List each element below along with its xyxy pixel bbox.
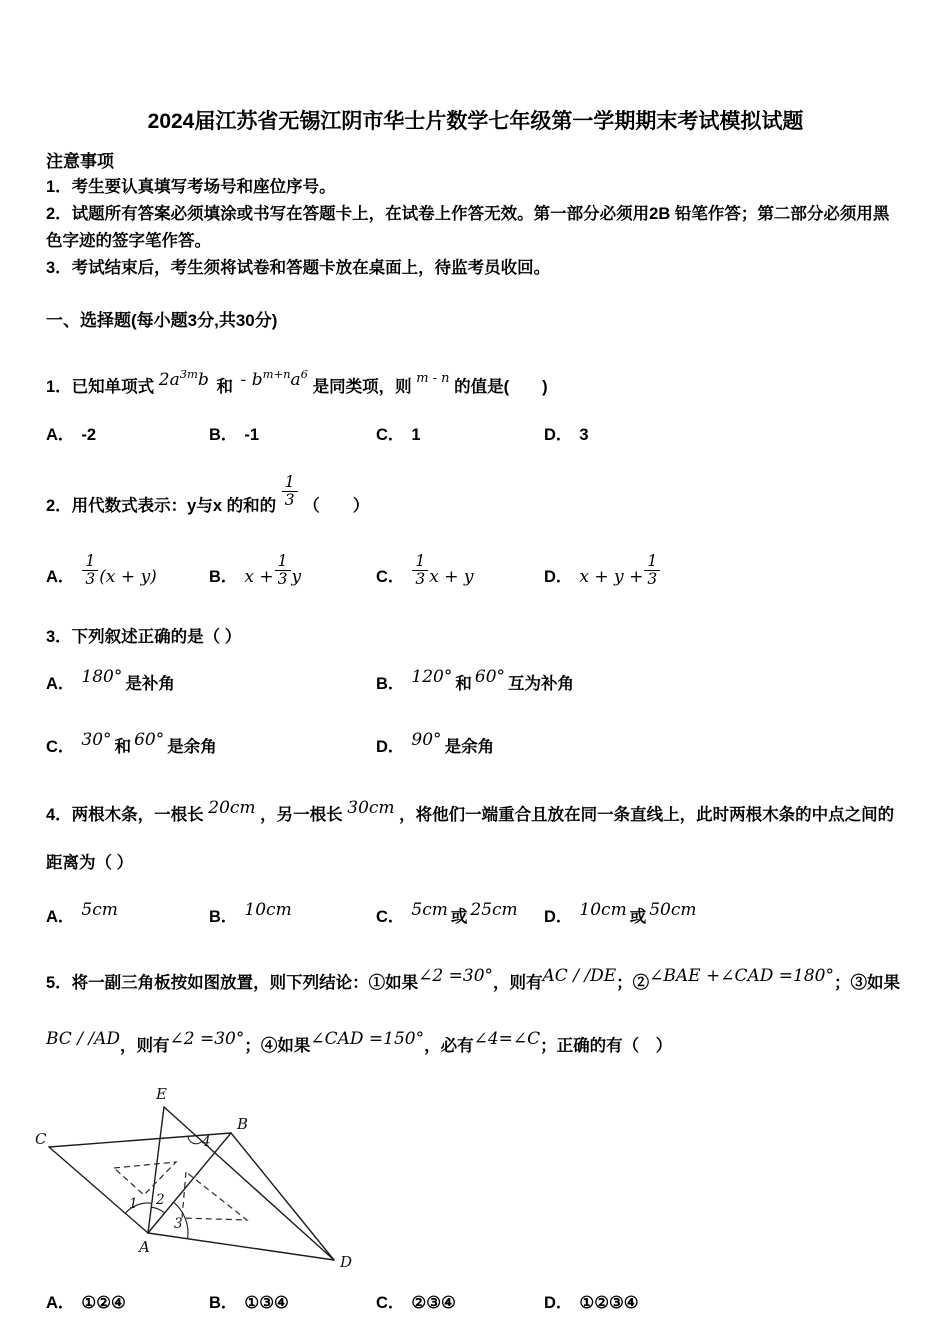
q1-stem-tail: 的值是( )	[454, 378, 548, 396]
q1-monomial-2: - $b^{m+n}a^6$	[240, 367, 308, 390]
question-5-options	[46, 1290, 905, 1316]
q5-math-4: BC / /AD	[46, 1029, 120, 1049]
question-4-stem	[46, 784, 905, 887]
q1-stem-mid: 是同类项，则	[312, 378, 412, 396]
q1-exponent-expr: m - n	[416, 371, 450, 386]
point-label-D: D	[340, 1253, 353, 1271]
segment-CA	[49, 1147, 148, 1233]
q4-option-a: A． 5cm	[46, 900, 118, 926]
arc-angle-2	[151, 1207, 164, 1213]
q2-option-a: A． $\frac{1}{3}$ (x + y)	[46, 552, 157, 588]
figure-container	[34, 1080, 905, 1288]
q2-stem-tail: （ ）	[303, 497, 370, 515]
notice-item-3: 3．考试结束后，考生须将试卷和答题卡放在桌面上，待监考员收回。	[46, 259, 551, 277]
segment-BD	[231, 1133, 334, 1260]
q3-option-c: C． 30° 和 60° 是余角	[46, 730, 217, 756]
q4-stem-text-1: 4．两根木条，一根长	[46, 806, 204, 824]
q5-math-1: ∠2 =30°	[418, 966, 494, 986]
q5-option-d: D． ①②③④	[544, 1294, 639, 1312]
question-4-options	[46, 897, 905, 930]
question-3-stem: 3．下列叙述正确的是（ ）	[46, 628, 242, 646]
q1-option-b: B． -1	[209, 426, 260, 444]
q5-text-6: ；④如果	[244, 1037, 311, 1055]
q5-text-7: ，必有	[424, 1037, 474, 1055]
q1-stem-text: 1．已知单项式	[46, 378, 155, 396]
q5-math-6: ∠CAD =150°	[310, 1029, 425, 1049]
geometry-figure	[34, 1080, 434, 1280]
point-label-B: B	[237, 1115, 249, 1133]
q5-math-2: AC / /DE	[542, 966, 617, 986]
angle-label-3: 3	[174, 1216, 183, 1232]
q1-option-d: D． 3	[544, 426, 589, 444]
q4-stem-text-2: ，另一根长	[260, 806, 343, 824]
question-5-stem	[46, 948, 905, 1074]
question-3-options-row-2	[46, 727, 905, 760]
q5-option-c: C． ②③④	[376, 1294, 456, 1312]
question-3-options-row-1	[46, 664, 905, 697]
point-label-E: E	[156, 1085, 167, 1103]
angle-label-1: 1	[129, 1196, 138, 1212]
dashed-triangle-left	[114, 1162, 176, 1195]
question-1-stem	[46, 361, 905, 400]
q4-option-c: C． 5cm 或 25cm	[376, 900, 518, 926]
question-2-options	[46, 553, 905, 590]
q5-text-4: ；③如果	[833, 974, 900, 992]
q2-option-c: C． $\frac{1}{3}$ x + y	[376, 552, 474, 588]
q5-math-7: ∠4=∠C	[473, 1029, 541, 1049]
notice-heading: 注意事项	[46, 152, 114, 171]
q5-option-a: A． ①②④	[46, 1294, 126, 1312]
q4-option-b: B． 10cm	[209, 900, 292, 926]
notice-item-1: 1．考生要认真填写考场号和座位序号。	[46, 178, 336, 196]
q1-option-a: A． -2	[46, 426, 97, 444]
q5-text-3: ；②	[616, 974, 650, 992]
q5-text-2: ，则有	[493, 974, 543, 992]
q4-length-2: 30cm	[347, 798, 395, 818]
q2-option-b: B． x + $\frac{1}{3}$ y	[209, 552, 302, 588]
q1-and: 和	[216, 378, 233, 396]
q2-stem-text: 2．用代数式表示：y与x 的和的	[46, 497, 277, 515]
q4-stem-text-3: ，将他们一端重合且放在同一条直线上，此时两根木条的中点之间的距离为（ ）	[46, 806, 895, 872]
angle-label-4: 4	[202, 1134, 211, 1150]
q3-option-b: B． 120° 和 60° 互为补角	[376, 667, 575, 693]
q1-monomial-1: $2a^{3m}b$	[158, 367, 209, 390]
figure-solid-lines	[49, 1107, 334, 1260]
point-label-C: C	[35, 1130, 47, 1148]
point-label-A: A	[139, 1238, 150, 1256]
angle-label-2: 2	[156, 1192, 165, 1208]
q1-option-c: C． 1	[376, 426, 421, 444]
q5-option-b: B． ①③④	[209, 1294, 289, 1312]
exam-title: 2024届江苏省无锡江阴市华士片数学七年级第一学期期末考试模拟试题	[147, 110, 804, 133]
figure-angle-labels	[129, 1134, 211, 1232]
q4-length-1: 20cm	[208, 798, 256, 818]
q5-math-5: ∠2 =30°	[169, 1029, 245, 1049]
segment-AE	[148, 1107, 164, 1233]
q4-option-d: D． 10cm 或 50cm	[544, 900, 697, 926]
q5-text-5: ，则有	[120, 1037, 170, 1055]
question-2-stem	[46, 474, 905, 519]
question-1-options	[46, 422, 905, 448]
q2-fraction: $\frac{1}{3}$	[282, 474, 298, 509]
section-heading: 一、选择题(每小题3分,共30分)	[46, 311, 278, 330]
q5-text-1: 5．将一副三角板按如图放置，则下列结论：①如果	[46, 974, 419, 992]
segment-AD	[148, 1233, 334, 1260]
q5-text-8: ；正确的有（ ）	[540, 1037, 673, 1055]
q5-math-3: ∠BAE +∠CAD =180°	[649, 966, 834, 986]
q3-option-a: A． 180° 是补角	[46, 667, 175, 693]
q2-option-d: D． x + y + $\frac{1}{3}$	[544, 553, 905, 590]
notice-item-2: 2．试题所有答案必须填涂或书写在答题卡上，在试卷上作答无效。第一部分必须用2B 铅笔作答；第二部分必须用黑色字迹的签字笔作答。	[46, 205, 890, 250]
q3-option-d: D． 90° 是余角	[376, 730, 495, 756]
